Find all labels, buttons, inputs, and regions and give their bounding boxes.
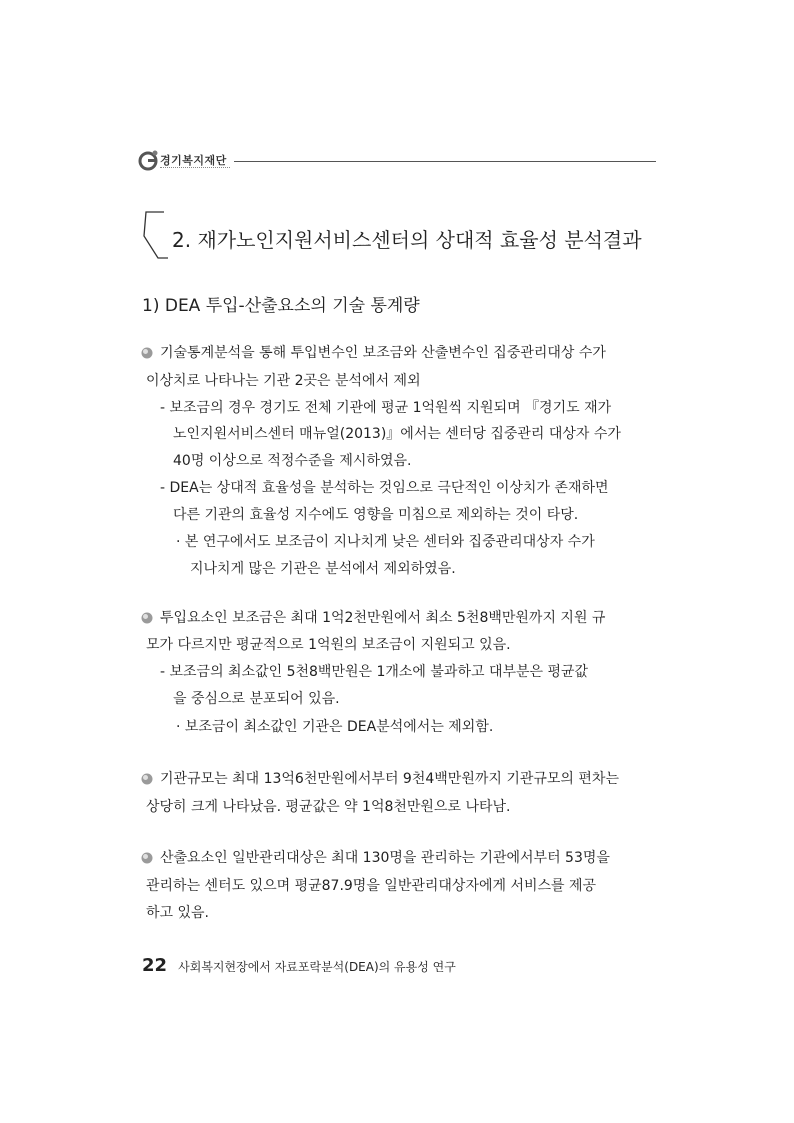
running-header [138,146,656,178]
org-name: 경기복지재단 [160,154,227,167]
bullet-icon [140,851,154,865]
bullet-icon [140,611,154,625]
bullet-1-line-2: 이상치로 나타나는 기관 2곳은 분석에서 제외 [146,373,421,389]
page-number: 22 [142,955,168,976]
header-divider [234,161,656,162]
bullet-1-line-1: 기술통계분석을 통해 투입변수인 보조금와 산출변수인 집중관리대상 수가 [160,345,606,361]
bullet-icon [140,772,154,786]
bullet-1-dash-1-line-1: - 보조금의 경우 경기도 전체 기관에 평균 1억원씩 지원되며 『경기도 재가 [160,400,612,416]
bullet-3-line-1: 기관규모는 최대 13억6천만원에서부터 9천4백만원까지 기관규모의 편차는 [160,771,619,787]
bullet-1-sub-line-2: 지나치게 많은 기관은 분석에서 제외하였음. [190,561,456,577]
bullet-2-line-1: 투입요소인 보조금은 최대 1억2천만원에서 최소 5천8백만원까지 지원 규 [160,610,606,626]
bullet-2-dash-1-line-2: 을 중심으로 분포되어 있음. [173,691,340,707]
bullet-4-line-2: 관리하는 센터도 있으며 평균87.9명을 일반관리대상자에게 서비스를 제공 [146,878,597,894]
bullet-2-line-2: 모가 다르지만 평균적으로 1억원의 보조금이 지원되고 있음. [146,637,511,653]
bullet-1-dash-2-line-1: - DEA는 상대적 효율성을 분석하는 것임으로 극단적인 이상치가 존재하면 [160,480,609,496]
bullet-4-line-3: 하고 있음. [146,905,209,921]
org-subtitle-line [160,167,230,170]
bullet-1-dash-2-line-2: 다른 기관의 효율성 지수에도 영향을 미침으로 제외하는 것이 타당. [173,507,579,523]
bullet-1-dash-1-line-2: 노인지원서비스센터 매뉴얼(2013)』에서는 센터당 집중관리 대상자 수가 [173,426,621,442]
section-heading [142,210,672,260]
bullet-3-line-2: 상당히 크게 나타났음. 평균값은 약 1억8천만원으로 나타남. [146,799,511,815]
book-title: 사회복지현장에서 자료포락분석(DEA)의 유용성 연구 [178,960,456,974]
bullet-4-line-1: 산출요소인 일반관리대상은 최대 130명을 관리하는 기관에서부터 53명을 [160,850,610,866]
page-footer [142,955,456,976]
section-title: 2. 재가노인지원서비스센터의 상대적 효율성 분석결과 [172,228,642,252]
bullet-icon [140,346,154,360]
foundation-logo-icon [138,148,160,172]
subsection-title: 1) DEA 투입-산출요소의 기술 통계량 [142,296,420,316]
bullet-1-sub-line-1: · 본 연구에서도 보조금이 지나치게 낮은 센터와 집중관리대상자 수가 [176,534,595,550]
bullet-2-sub-line-1: · 보조금이 최소값인 기관은 DEA분석에서는 제외함. [176,719,494,735]
bullet-2-dash-1-line-1: - 보조금의 최소값인 5천8백만원은 1개소에 불과하고 대부분은 평균값 [160,664,589,680]
bullet-1-dash-1-line-3: 40명 이상으로 적정수준을 제시하였음. [173,453,412,469]
